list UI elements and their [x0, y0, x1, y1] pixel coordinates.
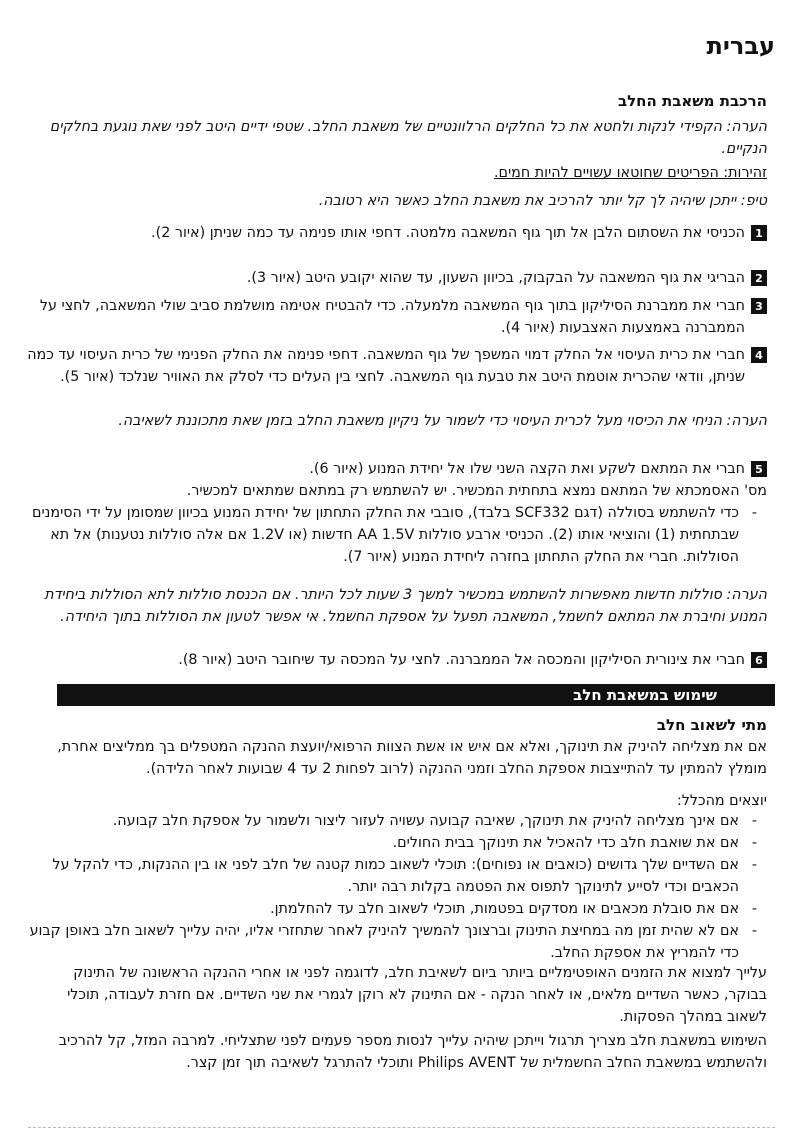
step-text: חברי את המתאם לשקע ואת הקצה השני שלו אל יחידת המנוע (איור 6).: [309, 461, 745, 477]
step-number: 2: [751, 270, 767, 286]
adapter-info: מס' האסמכתא של המתאם נמצא בתחתית המכשיר. יש להשתמש רק במתאם שמתאים למכשיר.: [186, 483, 767, 499]
bullet-text: אם את סובלת מכאבים או מסדקים בפטמות, תוכלי לשאוב חלב עד להחלמתן.: [270, 901, 739, 917]
tip-text: טיפ: ייתכן שיהיה לך קל יותר להרכיב את משאבת החלב כאשר היא רטובה.: [318, 193, 767, 209]
list-item: [27, 898, 767, 920]
step-5: [27, 458, 767, 480]
warning-text: [27, 162, 767, 184]
bullet-dash: -: [751, 813, 757, 829]
bullet-dash: -: [751, 901, 757, 917]
bullet-text: אם אינך מצליחה להיניק את תינוקך, שאיבה קבועה עשויה לעזור ליצור ולשמור על אספקת חלב קבועה.: [112, 813, 739, 829]
bullet-dash: -: [751, 857, 757, 873]
bullet-text: אם השדיים שלך גדושים (כואבים או נפוחים): תוכלי לשאוב כמות קטנה של חלב לפני או בין ההנקות, כדי להקל על הכאבים וכדי לסייע לתינוקך לתפוס את הפטמה בקלות רבה יותר.: [52, 857, 739, 895]
exceptions-list: [27, 810, 767, 964]
warning-label: זהירות: הפריטים שחוטאו עשויים להיות חמים.: [493, 165, 767, 181]
step-4: [27, 344, 767, 388]
usage-paragraph-1: אם את מצליחה להיניק את תינוקך, ואלא אם איש או אשת הצוות הרפואי/יועצת ההנקה המטפלים בך ממליצים אחרת, מומלץ להמתין עד להתייצבות אספקת החלב וזמני ההנקה (לרוב לפחות 2 עד 4 שבועות לאחר הלידה).: [57, 739, 767, 777]
step-text: חברי את צינורית הסיליקון והמכסה אל הממברנה. לחצי על המכסה עד שיחובר היטב (איור 8).: [178, 652, 745, 668]
usage-section-bar: שימוש במשאבת חלב: [57, 684, 775, 706]
usage-paragraph-3: השימוש במשאבת חלב מצריך תרגול וייתכן שיהיה עלייך לנסות מספר פעמים לפני שתצליחי. למרבה המזל, קל להרכיב ולהשתמש במשאבת החלב החשמלית של Philips AVENT ותוכלי להתרגל לשאיבה תוך זמן קצר.: [58, 1033, 767, 1071]
step-1: [27, 222, 767, 244]
step-text: חברי את ממברנת הסיליקון בתוך גוף המשאבה מלמעלה. כדי להבטיח אטימה מושלמת סביב שולי המשאבה, לחצי על הממברנה באמצעות האצבעות (איור 4).: [39, 298, 745, 336]
step-2: [27, 267, 767, 289]
step-text: הכניסי את השסתום הלבן אל תוך גוף המשאבה מלמטה. דחפי אותו פנימה עד כמה שניתן (איור 2).: [151, 225, 745, 241]
step-number: 1: [751, 225, 767, 241]
usage-paragraph-2: עלייך למצוא את הזמנים האופטימליים ביותר ביום לשאיבת חלב, לדוגמה לפני או אחרי ההנקה הראשונה של התינוק בבוקר, כאשר השדיים מלאים, או לאחר הנקה - אם התינוק לא רוקן לגמרי את שני השדיים. אם חזרת לעבודה, תוכלי לשאוב במהלך הפסקות.: [67, 965, 767, 1025]
bullet-dash: -: [751, 835, 757, 851]
battery-bullet: [17, 502, 767, 568]
step-number: 6: [751, 652, 767, 668]
step-number: 5: [751, 461, 767, 477]
bullet-text: כדי להשתמש בסוללה (דגם SCF332 בלבד), סובבי את החלק התחתון של יחידת המנוע בכיוון שמסומן על ידי הסימנים שבתחתית (1) והוציאי אותו (2). הכניסי ארבע סוללות AA 1.5V חדשות (או 1.2V אם אלה סוללות נטענות) אל תא הסוללות. חברי את החלק התחתון בחזרה ליחידת המנוע (איור 7).: [31, 505, 739, 565]
list-item: [27, 854, 767, 898]
assembly-note-1: הערה: הקפידי לנקות ולחטא את כל החלקים הרלוונטיים של משאבת החלב. שטפי ידיים היטב לפני שאת נוגעת בחלקים הנקיים.: [49, 119, 767, 157]
assembly-title: הרכבת משאבת החלב: [617, 92, 767, 110]
bullet-text: אם את שואבת חלב כדי להאכיל את תינוקך בבית החולים.: [392, 835, 739, 851]
list-item: [27, 920, 767, 964]
step-number: 4: [751, 347, 767, 363]
list-item: [27, 810, 767, 832]
bullet-dash: -: [751, 505, 757, 521]
assembly-note-2: הערה: הניחי את הכיסוי מעל לכרית העיסוי כדי לשמור על ניקיון משאבת החלב בזמן שאת מתכוננת לשאיבה.: [118, 413, 767, 429]
step-number: 3: [751, 298, 767, 314]
step-3: [27, 295, 767, 339]
step-text: חברי את כרית העיסוי אל החלק דמוי המשפך של גוף המשאבה. דחפי פנימה את החלק הפנימי של כרית העיסוי עד כמה שניתן, וודאי שהכרית אוטמת היטב את טבעת גוף המשאבה. לחצי בין העלים כדי לסלק את האוויר שנלכד (איור 5).: [27, 347, 745, 385]
assembly-note-3: הערה: סוללות חדשות מאפשרות להשתמש במכשיר למשך 3 שעות לכל היותר. אם הכנסת סוללות לתא הסוללות ביחידת המנוע וחיברת את המתאם לחשמל, המשאבה תפעל על אספקת החשמל. אי אפשר לטעון את הסוללות בתוך היחידה.: [44, 587, 767, 625]
page-bottom-divider: [28, 1127, 775, 1128]
usage-subtitle: מתי לשאוב חלב: [656, 716, 767, 734]
exceptions-label: יוצאים מהכלל:: [676, 793, 767, 809]
step-6: [27, 649, 767, 671]
list-item: [27, 832, 767, 854]
language-heading: עברית: [706, 32, 775, 60]
step-text: הבריגי את גוף המשאבה על הבקבוק, בכיוון השעון, עד שהוא יקובע היטב (איור 3).: [246, 270, 745, 286]
bullet-dash: -: [751, 923, 757, 939]
bullet-text: אם לא שהית זמן מה במחיצת התינוק וברצונך להמשיך להיניק לאחר שתחזרי אליו, יהיה עלייך לשאוב חלב באופן קבוע כדי להמריץ את אספקת החלב.: [29, 923, 739, 961]
